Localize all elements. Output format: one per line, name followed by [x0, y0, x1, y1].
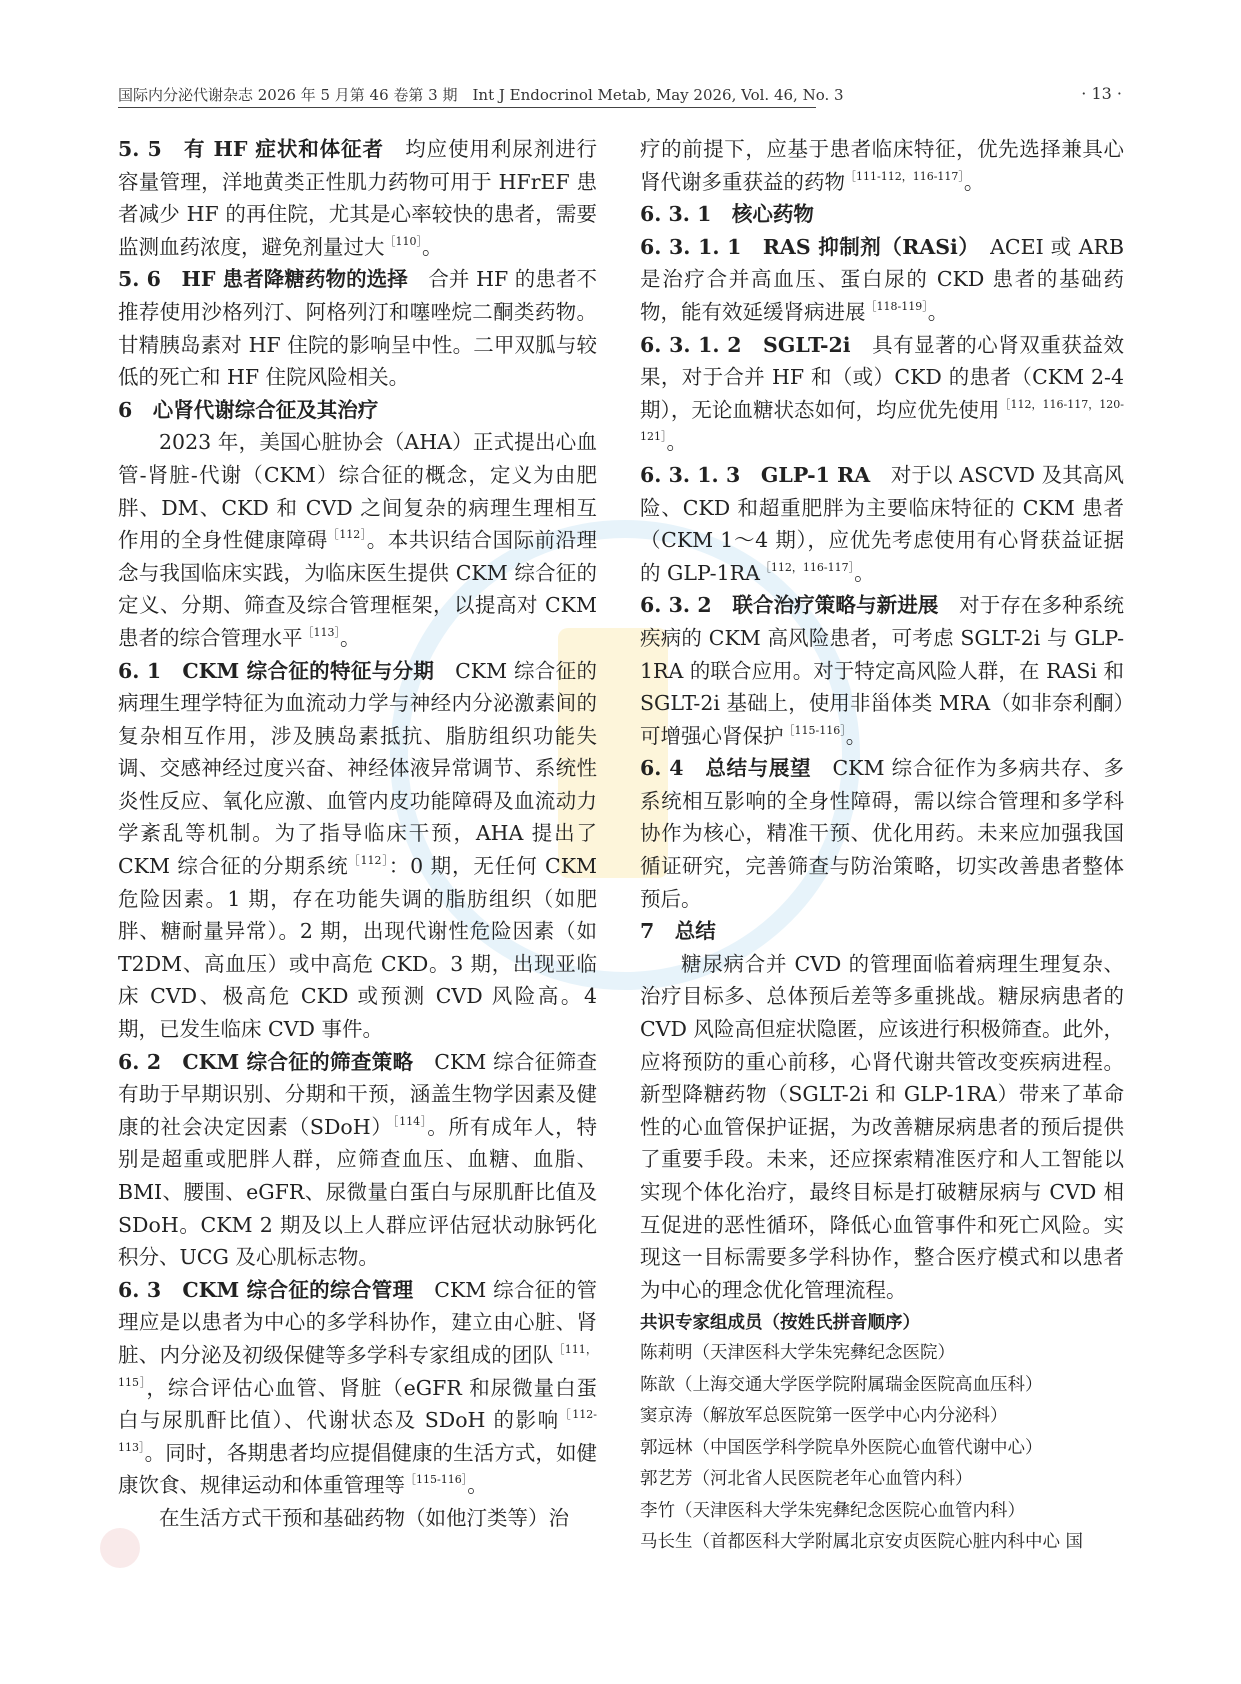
- section-6-2: 6. 2 CKM 综合征的筛查策略 CKM 综合征筛查有助于早期识别、分期和干预，涵盖生物学因素及健康的社会决定因素（SDoH）$^{[114]}$。所有成年人，特别是超重或肥胖人群，应筛查血压、血糖、血脂、BMI、腰围、eGFR、尿微量白蛋白与尿肌酐比值及 SDoH。CKM 2 期及以上人群应评估冠状动脉钙化积分、UCG 及心肌标志物。: [118, 1049, 597, 1270]
- citation: ［112，116-117，120-121］: [640, 397, 1125, 444]
- citation: ［112-113］: [118, 1408, 597, 1454]
- citation: ［111-112，116-117］: [845, 169, 964, 183]
- expert-item: 窦京涛（解放军总医院第一医学中心内分泌科）: [640, 1406, 1008, 1427]
- section-6-heading: 6 心肾代谢综合征及其治疗: [118, 397, 379, 422]
- citation: ［110］: [384, 234, 422, 248]
- section-6-3-1-2: 6. 3. 1. 2 SGLT-2i 具有显著的心肾双重获益效果，对于合并 HF 和（或）CKD 的患者（CKM 2-4 期），无论血糖状态如何，均应优先使用$^{[112,116-117,120-121]}$。: [640, 332, 1125, 455]
- left-column: [118, 133, 597, 1535]
- section-6-3-continued: 在生活方式干预和基础药物（如他汀类等）治: [159, 1505, 569, 1530]
- section-6-3-1-3: 6. 3. 1. 3 GLP-1 RA 对于以 ASCVD 及其高风险、CKD 和超重肥胖为主要临床特征的 CKM 患者（CKM 1～4 期），应优先考虑使用有心肾获益证据的 GLP-$1RA^{[112,116-117]}$。: [640, 462, 1124, 585]
- citation: ［112，116-117］: [759, 560, 855, 574]
- section-5-5: 5. 5 有 HF 症状和体征者 均应使用利尿剂进行容量管理，洋地黄类正性肌力药物可用于 HFrEF 患者减少 HF 的再住院，尤其是心率较快的患者，需要监测血药浓度，避免剂量过大$^{[110]}$。: [118, 137, 598, 259]
- journal-citation: 国际内分泌代谢杂志 2026 年 5 月第 46 卷第 3 期 Int J Endocrinol Metab, May 2026, Vol. 46, No. 3: [118, 86, 844, 104]
- section-6-4: 6. 4 总结与展望 CKM 综合征作为多病共存、多系统相互影响的全身性障碍，需以综合管理和多学科协作为核心，精准干预、优化用药。未来应加强我国循证研究，完善筛查与防治策略，切实改善患者整体预后。: [640, 756, 1124, 911]
- page-number: · 13 ·: [1081, 84, 1122, 103]
- citation: ［111，115］: [118, 1342, 598, 1389]
- expert-item: 郭艺芳（河北省人民医院老年心血管内科）: [640, 1469, 973, 1490]
- right-column: [640, 133, 1124, 1559]
- experts-title: 共识专家组成员（按姓氏拼音顺序）: [640, 1313, 920, 1334]
- section-6-intro: 2023 年，美国心脏协会（AHA）正式提出心血管-肾脏-代谢（CKM）综合征的概念，定义为由肥胖、DM、CKD 和 CVD 之间复杂的病理生理相互作用的全身性健康障碍$^{[112]}$。本共识结合国际前沿理念与我国临床实践，为临床医生提供 CKM 综合征的定义、分期、筛查及综合管理框架，以提高对 CKM 患者的综合管理水平$^{[113]}$。: [118, 430, 598, 650]
- section-6-1: 6. 1 CKM 综合征的特征与分期 CKM 综合征的病理生理学特征为血流动力学与神经内分泌激素间的复杂相互作用，涉及胰岛素抵抗、脂肪组织功能失调、交感神经过度兴奋、神经体液异常调节、系统性炎性反应、氧化应激、血管内皮功能障碍及血流动力学紊乱等机制。为了指导临床干预，AHA 提出了 CKM 综合征的分期系统$^{[112]}$：0 期，无任何 CKM 危险因素。1 期，存在功能失调的脂肪组织（如肥胖、糖耐量异常）。2 期，出现代谢性危险因素（如 T2DM、高血压）或中高危 CKD。3 期，出现亚临床 CVD、极高危 CKD 或预测 CVD 风险高。4 期，已发生临床 CVD 事件。: [118, 658, 597, 1042]
- section-6-3: 6. 3 CKM 综合征的综合管理 CKM 综合征的管理应是以患者为中心的多学科协作，建立由心脏、肾脏、内分泌及初级保健等多学科专家组成的团队$^{[111,115]}$，综合评估心血管、肾脏（eGFR 和尿微量白蛋白与尿肌酐比值）、代谢状态及 SDoH 的影响$^{[112-113]}$。同时，各期患者均应提倡健康的生活方式，如健康饮食、规律运动和体重管理等$^{[115-116]}$。: [118, 1277, 598, 1498]
- citation: ［113］: [302, 625, 340, 639]
- citation: ［118-119］: [865, 299, 928, 313]
- expert-item: 李竹（天津医科大学朱宪彝纪念医院心血管内科）: [640, 1500, 1025, 1521]
- header-rule: [118, 107, 816, 108]
- expert-item: 陈莉明（天津医科大学朱宪彝纪念医院）: [640, 1343, 955, 1364]
- section-7-heading: 7 总结: [640, 919, 716, 944]
- citation: ［115-116］: [405, 1473, 468, 1487]
- citation: ［115-116］: [783, 723, 846, 737]
- citation: ［112］: [348, 854, 389, 868]
- section-6-3-1-heading: 6. 3. 1 核心药物: [640, 202, 814, 227]
- expert-item: 郭远林（中国医学科学院阜外医院心血管代谢中心）: [640, 1437, 1043, 1458]
- expert-item: 马长生（首都医科大学附属北京安贞医院心脏内科中心 国: [640, 1532, 1084, 1553]
- citation: ［114］: [392, 1114, 428, 1128]
- expert-item: 陈歆（上海交通大学医学院附属瑞金医院高血压科）: [640, 1374, 1043, 1395]
- running-header: [118, 84, 1122, 108]
- section-6-3-1-1: 6. 3. 1. 1 RAS 抑制剂（RASi） ACEI 或 ARB 是治疗合并高血压、蛋白尿的 CKD 患者的基础药物，能有效延缓肾病进展$^{[118-119]}$。: [640, 234, 1125, 324]
- section-6-3-tail: 疗的前提下，应基于患者临床特征，优先选择兼具心肾代谢多重获益的药物$^{[111-112,116-117]}$。: [640, 137, 1124, 194]
- section-5-6: 5. 6 HF 患者降糖药物的选择 合并 HF 的患者不推荐使用沙格列汀、阿格列汀和噻唑烷二酮类药物。甘精胰岛素对 HF 住院的影响呈中性。二甲双胍与较低的死亡和 HF 住院风险相关。: [118, 267, 597, 390]
- section-7-summary: 糖尿病合并 CVD 的管理面临着病理生理复杂、治疗目标多、总体预后差等多重挑战。糖尿病患者的 CVD 风险高但症状隐匿，应该进行积极筛查。此外，应将预防的重心前移，心肾代谢共管改变疾病进程。新型降糖药物（SGLT-2i 和 GLP-1RA）带来了革命性的心血管保护证据，为改善糖尿病患者的预后提供了重要手段。未来，还应探索精准医疗和人工智能以实现个体化治疗，最终目标是打破糖尿病与 CVD 相互促进的恶性循环，降低心血管事件和死亡风险。实现这一目标需要多学科协作，整合医疗模式和以患者为中心的理念优化管理流程。: [640, 951, 1124, 1302]
- citation: ［112］: [327, 528, 367, 542]
- section-6-3-2: 6. 3. 2 联合治疗策略与新进展 对于存在多种系统疾病的 CKM 高风险患者，可考虑 SGLT-2i 与 GLP-1RA 的联合应用。对于特定高风险人群，在 RASi 和 SGLT-2i 基础上，使用非甾体类 MRA（如非奈利酮）可增强心肾保护$^{[115-116]}$。: [640, 593, 1125, 748]
